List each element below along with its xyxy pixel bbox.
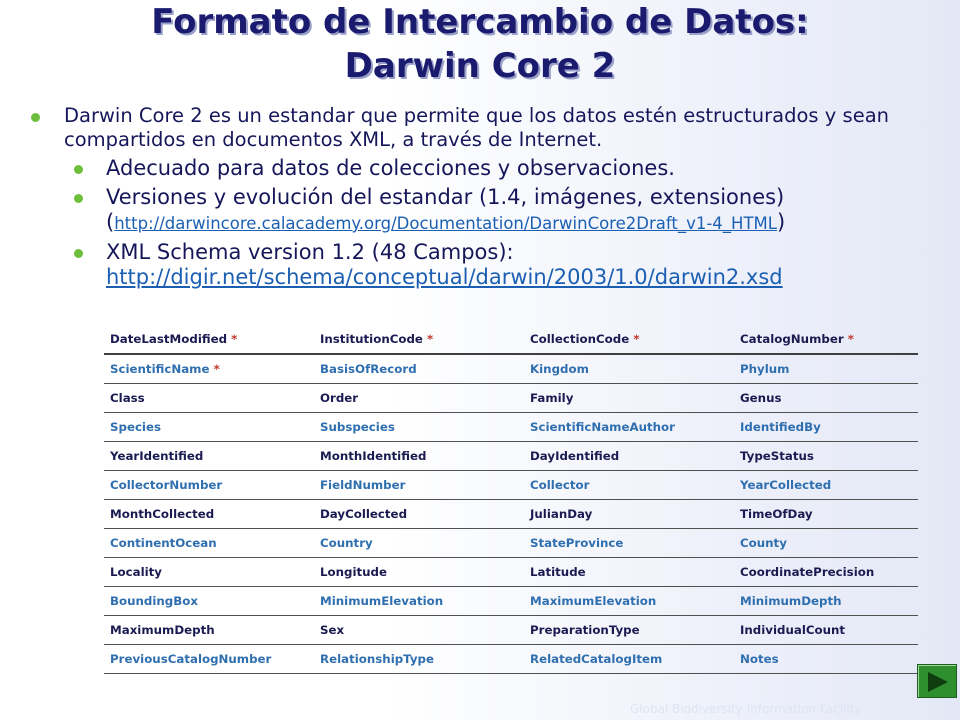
table-cell xyxy=(734,529,918,558)
field-name: StateProvince xyxy=(530,536,624,550)
table-cell xyxy=(734,587,918,616)
required-marker: * xyxy=(629,331,640,346)
bullet-sub-2-open-paren: ( xyxy=(106,210,115,234)
field-name: MonthCollected xyxy=(110,507,215,521)
table-cell xyxy=(314,645,524,674)
required-marker: * xyxy=(209,362,220,376)
field-name: IndividualCount xyxy=(740,623,846,637)
table-cell xyxy=(524,324,734,354)
table-cell xyxy=(524,384,734,413)
table-cell xyxy=(734,354,918,384)
table-cell xyxy=(734,645,918,674)
bullet-dot-icon xyxy=(74,165,83,174)
required-marker: * xyxy=(227,331,238,346)
field-name: Phylum xyxy=(740,362,790,376)
field-name: Species xyxy=(110,420,162,434)
field-name: PreparationType xyxy=(530,623,640,637)
table-cell xyxy=(524,645,734,674)
table-cell xyxy=(104,587,314,616)
field-name: MaximumDepth xyxy=(110,623,215,637)
table-cell xyxy=(734,384,918,413)
field-name: RelatedCatalogItem xyxy=(530,652,663,666)
field-name: Longitude xyxy=(320,565,387,579)
bullet-main xyxy=(30,104,930,152)
table-cell xyxy=(104,354,314,384)
table-cell xyxy=(314,384,524,413)
required-marker: * xyxy=(843,331,854,346)
bullet-main-text: Darwin Core 2 es un estandar que permite que los datos estén estructurados y sean compartidos en documentos XML, a través de Internet. xyxy=(64,104,889,151)
field-name: YearCollected xyxy=(740,478,832,492)
field-name: DayCollected xyxy=(320,507,408,521)
field-name: PreviousCatalogNumber xyxy=(110,652,272,666)
bullet-sub-1 xyxy=(30,156,930,181)
bullet-dot-icon xyxy=(31,113,40,122)
field-name: Collector xyxy=(530,478,590,492)
table-row xyxy=(104,384,918,413)
field-name: Family xyxy=(530,391,574,405)
darwincore-doc-link[interactable]: http://darwincore.calacademy.org/Documentation/DarwinCore2Draft_v1-4_HTML xyxy=(114,214,777,233)
field-name: Subspecies xyxy=(320,420,395,434)
field-name: Order xyxy=(320,391,359,405)
table-cell xyxy=(104,384,314,413)
field-name: TypeStatus xyxy=(740,449,814,463)
table-cell xyxy=(104,558,314,587)
field-name: InstitutionCode xyxy=(320,331,423,346)
table-cell xyxy=(524,354,734,384)
table-row xyxy=(104,587,918,616)
field-name: Notes xyxy=(740,652,779,666)
table-cell xyxy=(524,471,734,500)
table-cell xyxy=(314,413,524,442)
bullet-sub-2-close-paren: ) xyxy=(776,210,786,234)
table-cell xyxy=(104,529,314,558)
bullet-dot-icon xyxy=(74,249,83,258)
field-name: Genus xyxy=(740,391,782,405)
field-name: JulianDay xyxy=(530,507,593,521)
table-cell xyxy=(314,500,524,529)
bullet-sub-3-text: XML Schema version 1.2 (48 Campos): xyxy=(106,240,514,264)
slide-title xyxy=(0,0,960,88)
bullet-sub-2 xyxy=(30,185,930,236)
field-name: DateLastModified xyxy=(110,331,228,346)
table-cell xyxy=(734,324,918,354)
darwin-core-fields-table xyxy=(104,324,918,674)
table-cell xyxy=(104,500,314,529)
table-row xyxy=(104,616,918,645)
table-cell xyxy=(314,558,524,587)
table-row xyxy=(104,558,918,587)
table-cell xyxy=(314,442,524,471)
field-name: CatalogNumber xyxy=(740,331,844,346)
table-cell xyxy=(104,645,314,674)
field-name: DayIdentified xyxy=(530,449,620,463)
table-cell xyxy=(314,471,524,500)
table-cell xyxy=(524,616,734,645)
field-name: YearIdentified xyxy=(110,449,204,463)
table-cell xyxy=(524,529,734,558)
table-cell xyxy=(524,558,734,587)
table-row xyxy=(104,529,918,558)
play-arrow-icon xyxy=(926,670,950,694)
table-cell xyxy=(734,558,918,587)
table-cell xyxy=(314,354,524,384)
table-row xyxy=(104,324,918,354)
bullet-sub-3 xyxy=(30,240,930,290)
field-name: FieldNumber xyxy=(320,478,406,492)
table-cell xyxy=(104,413,314,442)
footer-text: Global Biodiversity Information Facility xyxy=(630,702,862,716)
table-cell xyxy=(314,587,524,616)
table-cell xyxy=(104,442,314,471)
table-cell xyxy=(314,616,524,645)
darwin2-xsd-link[interactable]: http://digir.net/schema/conceptual/darwin/2003/1.0/darwin2.xsd xyxy=(106,265,783,289)
field-name: MaximumElevation xyxy=(530,594,657,608)
table-cell xyxy=(104,324,314,354)
table-cell xyxy=(734,500,918,529)
table-cell xyxy=(104,471,314,500)
table-cell xyxy=(104,616,314,645)
field-name: MonthIdentified xyxy=(320,449,427,463)
field-name: RelationshipType xyxy=(320,652,434,666)
next-slide-button[interactable] xyxy=(917,664,957,698)
table-row xyxy=(104,471,918,500)
bullet-list xyxy=(30,104,930,290)
table-row xyxy=(104,413,918,442)
table-cell xyxy=(524,587,734,616)
field-name: Latitude xyxy=(530,565,586,579)
field-name: ScientificName xyxy=(110,362,210,376)
field-name: CollectionCode xyxy=(530,331,630,346)
bullet-sub-2-text: Versiones y evolución del estandar (1.4, imágenes, extensiones) xyxy=(106,185,785,209)
table-cell xyxy=(734,413,918,442)
table-cell xyxy=(734,616,918,645)
field-name: TimeOfDay xyxy=(740,507,813,521)
field-name: BasisOfRecord xyxy=(320,362,417,376)
field-name: CollectorNumber xyxy=(110,478,223,492)
field-name: Sex xyxy=(320,623,345,637)
table-cell xyxy=(314,324,524,354)
table-row xyxy=(104,442,918,471)
field-name: Class xyxy=(110,391,145,405)
field-name: County xyxy=(740,536,787,550)
table-row xyxy=(104,354,918,384)
field-name: Locality xyxy=(110,565,162,579)
field-name: Country xyxy=(320,536,373,550)
table-cell xyxy=(734,442,918,471)
table-cell xyxy=(524,500,734,529)
table-cell xyxy=(314,529,524,558)
field-name: MinimumDepth xyxy=(740,594,842,608)
table-cell xyxy=(734,471,918,500)
slide-title-line-1: Formato de Intercambio de Datos: xyxy=(151,2,809,42)
slide-title-line-2: Darwin Core 2 xyxy=(344,46,616,86)
table-row xyxy=(104,500,918,529)
table-cell xyxy=(524,413,734,442)
required-marker: * xyxy=(422,331,434,346)
field-name: BoundingBox xyxy=(110,594,198,608)
field-name: Kingdom xyxy=(530,362,589,376)
bullet-dot-icon xyxy=(74,194,83,203)
bullet-sub-1-text: Adecuado para datos de colecciones y observaciones. xyxy=(106,156,675,180)
field-name: ContinentOcean xyxy=(110,536,217,550)
table-cell xyxy=(524,442,734,471)
field-name: MinimumElevation xyxy=(320,594,444,608)
field-name: IdentifiedBy xyxy=(740,420,821,434)
field-name: ScientificNameAuthor xyxy=(530,420,675,434)
field-name: CoordinatePrecision xyxy=(740,565,875,579)
table-row xyxy=(104,645,918,674)
